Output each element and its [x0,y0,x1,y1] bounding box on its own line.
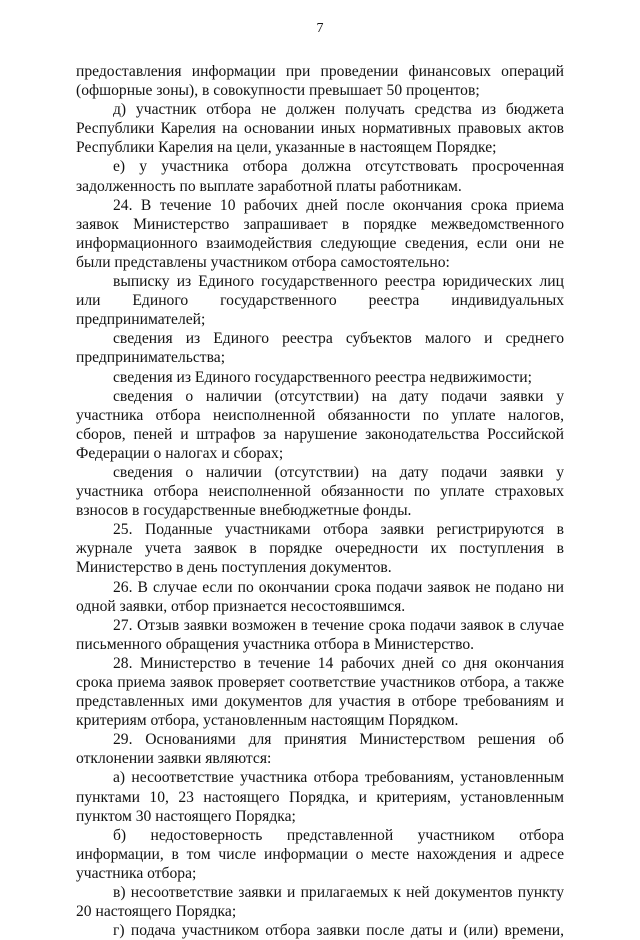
paragraph: сведения из Единого государственного реестра недвижимости; [113,368,532,386]
paragraph: а) несоответствие участника отбора требованиям, установленным пунктами 10, 23 настоящего Порядка, и критериям, установленным пунктом 30 настоящего Порядка; [76,769,564,825]
paragraph: 28. Министерство в течение 14 рабочих дней со дня окончания срока приема заявок проверяет соответствие участников отбора, а также представленных ими документов для участия в отборе требованиям и критериям отбора, установленным настоящим Порядком. [76,654,564,730]
paragraph: сведения из Единого реестра субъектов малого и среднего предпринимательства; [76,330,564,367]
paragraph: сведения о наличии (отсутствии) на дату подачи заявки у участника отбора неисполненной обязанности по уплате страховых взносов в государственные внебюджетные фонды. [76,463,564,520]
paragraph: б) недостоверность представленной участником отбора информации, в том числе информации о месте нахождения и адресе участника отбора; [76,826,564,882]
paragraph: д) участник отбора не должен получать средства из бюджета Республики Карелия на основании иных нормативных правовых актов Республики Карелия на цели, указанные в настоящем Порядке; [76,101,564,157]
paragraph: предоставления информации при проведении финансовых операций (офшорные зоны), в совокупности превышает 50 процентов; [76,63,564,100]
paragraph: 26. В случае если по окончании срока подачи заявок не подано ни одной заявки, отбор признается несостоявшимся. [76,578,564,615]
paragraph: 29. Основаниями для принятия Министерством решения об отклонении заявки являются: [76,731,564,768]
paragraph: в) несоответствие заявки и прилагаемых к ней документов пункту 20 настоящего Порядка; [76,884,564,921]
paragraph: е) у участника отбора должна отсутствовать просроченная задолженность по выплате заработной платы работникам. [76,158,564,195]
paragraph: 24. В течение 10 рабочих дней после окончания срока приема заявок Министерство запрашивает в порядке межведомственного информационного взаимодействия следующие сведения, если они не были представлены участником отбора самостоятельно: [76,196,564,271]
paragraph: г) подача участником отбора заявки после даты и (или) времени, [113,922,564,940]
page-number: 7 [316,21,324,36]
paragraph: 25. Поданные участниками отбора заявки регистрируются в журнале учета заявок в порядке очередности их поступления в Министерство в день поступления документов. [76,521,564,577]
paragraph: 27. Отзыв заявки возможен в течение срока подачи заявок в случае письменного обращения участника отбора в Министерство. [76,616,564,653]
paragraph: выписку из Единого государственного реестра юридических лиц или Единого государственного реестра индивидуальных предпринимателей; [76,273,564,329]
document-body [76,62,564,940]
paragraph: сведения о наличии (отсутствии) на дату подачи заявки у участника отбора неисполненной обязанности по уплате налогов, сборов, пеней и штрафов за нарушение законодательства Российской Федерации о налогах и сборах; [76,387,564,462]
